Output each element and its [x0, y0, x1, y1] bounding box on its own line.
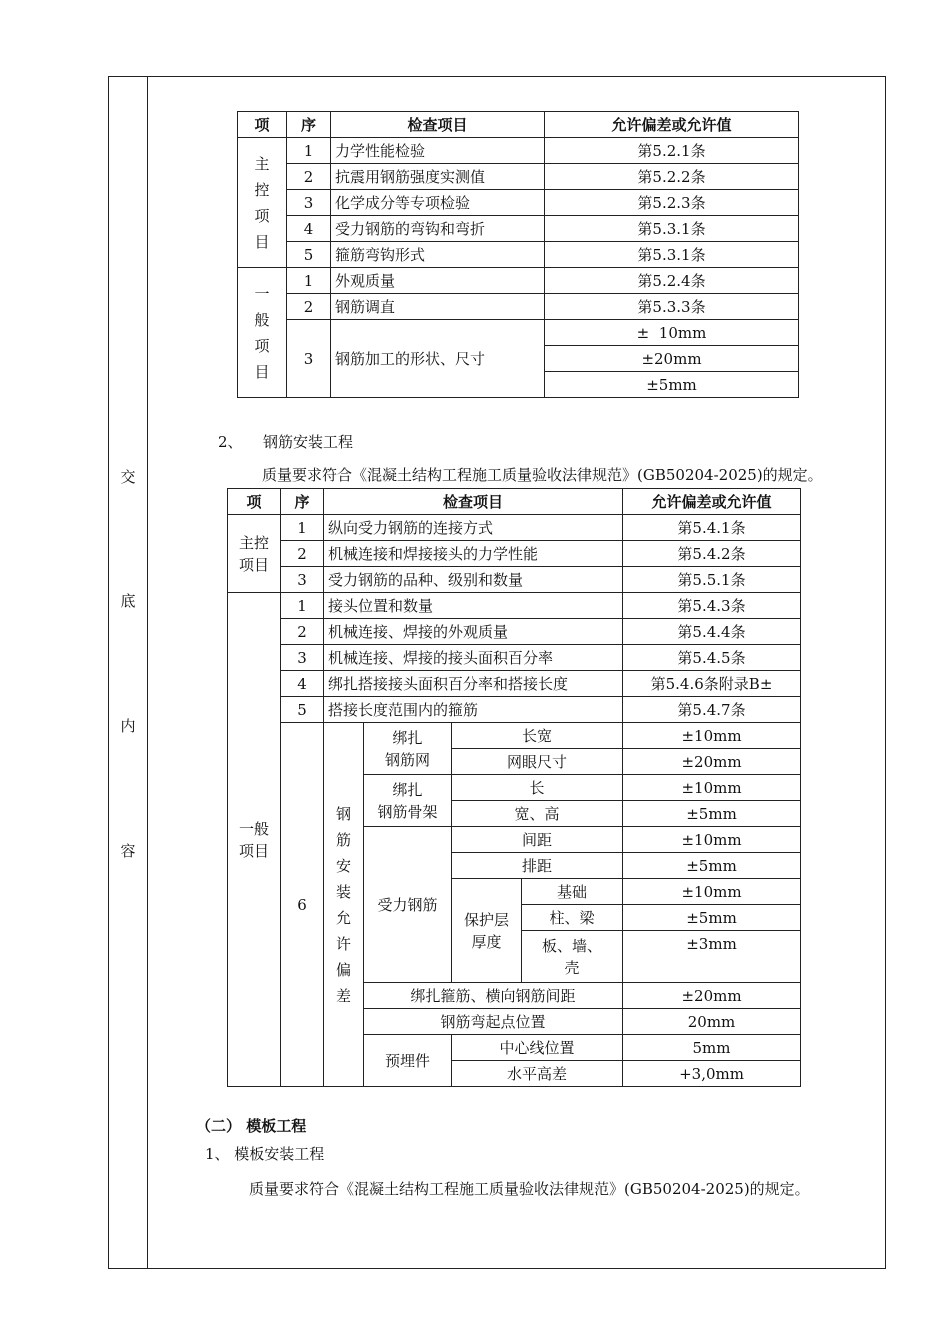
- row-item: 接头位置和数量: [324, 593, 623, 619]
- row-spacing-value: ±5mm: [623, 853, 801, 879]
- cover-label: 保护层 厚度: [452, 879, 522, 983]
- row-item: 受力钢筋的品种、级别和数量: [324, 567, 623, 593]
- row-seq: 3: [281, 567, 324, 593]
- row-value: 第5.3.1条: [545, 242, 799, 268]
- row-value: 第5.2.2条: [545, 164, 799, 190]
- row-item: 纵向受力钢筋的连接方式: [324, 515, 623, 541]
- row-item: 机械连接、焊接的接头面积百分率: [324, 645, 623, 671]
- row-item: 机械连接和焊接接头的力学性能: [324, 541, 623, 567]
- row-value: 第5.4.2条: [623, 541, 801, 567]
- level-diff: 水平高差: [452, 1061, 623, 1087]
- mesh-grid: 网眼尺寸: [452, 749, 623, 775]
- embed-label: 预埋件: [364, 1035, 452, 1087]
- header-check: 检查项目: [331, 112, 545, 138]
- row-seq: 1: [287, 268, 331, 294]
- row-value: 第5.4.1条: [623, 515, 801, 541]
- mesh-grid-value: ±20mm: [623, 749, 801, 775]
- mesh-length: 长宽: [452, 723, 623, 749]
- center-line: 中心线位置: [452, 1035, 623, 1061]
- cover-column-beam: 柱、梁: [522, 905, 623, 931]
- vertical-label: 钢 筋 安 装 允 许 偏 差: [324, 723, 364, 1087]
- frame-width-height-value: ±5mm: [623, 801, 801, 827]
- row-seq: 2: [287, 164, 331, 190]
- mesh-label: 绑扎 钢筋网: [364, 723, 452, 775]
- row-seq: 6: [281, 723, 324, 1087]
- formwork-subheading: 1、 模板安装工程: [205, 1145, 325, 1163]
- row-item: 抗震用钢筋强度实测值: [331, 164, 545, 190]
- spacing: 间距: [452, 827, 623, 853]
- row-value: 第5.2.3条: [545, 190, 799, 216]
- row-seq: 2: [281, 541, 324, 567]
- header-tolerance: 允许偏差或允许值: [623, 489, 801, 515]
- row-item: 化学成分等专项检验: [331, 190, 545, 216]
- row-seq: 3: [287, 320, 331, 398]
- cover-column-beam-value: ±5mm: [623, 905, 801, 931]
- row-item: 外观质量: [331, 268, 545, 294]
- row-value: 第5.4.7条: [623, 697, 801, 723]
- row-seq: 5: [287, 242, 331, 268]
- formwork-heading: （二） 模板工程: [196, 1117, 307, 1135]
- group-main-control: 主 控 项 目: [238, 138, 287, 268]
- side-label-char: 底: [120, 592, 136, 610]
- row-seq: 2: [287, 294, 331, 320]
- header-tolerance: 允许偏差或允许值: [545, 112, 799, 138]
- row-value: ±20mm: [545, 346, 799, 372]
- row-value: 第5.3.1条: [545, 216, 799, 242]
- cover-slab: 板、墙、 壳: [522, 931, 623, 983]
- rebar-installation-table: [227, 488, 801, 1087]
- row-value: 第5.3.3条: [545, 294, 799, 320]
- row-seq: 3: [287, 190, 331, 216]
- side-label-char: 内: [120, 717, 136, 735]
- header-item: 项: [238, 112, 287, 138]
- center-line-value: 5mm: [623, 1035, 801, 1061]
- row-item: 箍筋弯钩形式: [331, 242, 545, 268]
- mesh-length-value: ±10mm: [623, 723, 801, 749]
- group-general: 一般 项目: [228, 593, 281, 1087]
- row-seq: 5: [281, 697, 324, 723]
- frame-width-height: 宽、高: [452, 801, 623, 827]
- row-seq: 2: [281, 619, 324, 645]
- group-general: 一 般 项 目: [238, 268, 287, 398]
- bend-point-value: 20mm: [623, 1009, 801, 1035]
- row-item: 钢筋加工的形状、尺寸: [331, 320, 545, 398]
- row-seq: 1: [281, 515, 324, 541]
- rebar-processing-table: [237, 111, 799, 398]
- header-seq: 序: [281, 489, 324, 515]
- section-number: 2、: [218, 433, 243, 451]
- header-item: 项: [228, 489, 281, 515]
- level-diff-value: +3,0mm: [623, 1061, 801, 1087]
- rebar-label: 受力钢筋: [364, 827, 452, 983]
- row-spacing: 排距: [452, 853, 623, 879]
- row-item: 机械连接、焊接的外观质量: [324, 619, 623, 645]
- row-seq: 1: [287, 138, 331, 164]
- stirrup-spacing-value: ±20mm: [623, 983, 801, 1009]
- frame-length-value: ±10mm: [623, 775, 801, 801]
- side-label-char: 容: [120, 842, 136, 860]
- row-item: 钢筋调直: [331, 294, 545, 320]
- row-item: 搭接长度范围内的箍筋: [324, 697, 623, 723]
- row-seq: 3: [281, 645, 324, 671]
- row-value: 第5.5.1条: [623, 567, 801, 593]
- row-value: 第5.4.3条: [623, 593, 801, 619]
- bend-point: 钢筋弯起点位置: [364, 1009, 623, 1035]
- column-divider: [147, 76, 148, 1269]
- row-value: 第5.4.4条: [623, 619, 801, 645]
- row-value: 第5.4.6条附录B±: [623, 671, 801, 697]
- side-label-char: 交: [120, 468, 136, 486]
- header-seq: 序: [287, 112, 331, 138]
- formwork-requirement: 质量要求符合《混凝土结构工程施工质量验收法律规范》(GB50204-2025)的规定。: [249, 1180, 810, 1198]
- row-item: 受力钢筋的弯钩和弯折: [331, 216, 545, 242]
- section-requirement: 质量要求符合《混凝土结构工程施工质量验收法律规范》(GB50204-2025)的规定。: [262, 466, 823, 484]
- row-value: ±5mm: [545, 372, 799, 398]
- row-seq: 4: [281, 671, 324, 697]
- row-value: 第5.4.5条: [623, 645, 801, 671]
- group-main-control: 主控 项目: [228, 515, 281, 593]
- frame-label: 绑扎 钢筋骨架: [364, 775, 452, 827]
- stirrup-spacing: 绑扎箍筋、横向钢筋间距: [364, 983, 623, 1009]
- row-seq: 4: [287, 216, 331, 242]
- cover-base-value: ±10mm: [623, 879, 801, 905]
- row-value: 第5.2.1条: [545, 138, 799, 164]
- spacing-value: ±10mm: [623, 827, 801, 853]
- header-check: 检查项目: [324, 489, 623, 515]
- row-seq: 1: [281, 593, 324, 619]
- cover-base: 基础: [522, 879, 623, 905]
- row-value: 第5.2.4条: [545, 268, 799, 294]
- cover-slab-value: ±3mm: [623, 931, 801, 983]
- row-value: ± 10mm: [545, 320, 799, 346]
- section-title: 钢筋安装工程: [263, 433, 354, 451]
- frame-length: 长: [452, 775, 623, 801]
- row-item: 力学性能检验: [331, 138, 545, 164]
- row-item: 绑扎搭接接头面积百分率和搭接长度: [324, 671, 623, 697]
